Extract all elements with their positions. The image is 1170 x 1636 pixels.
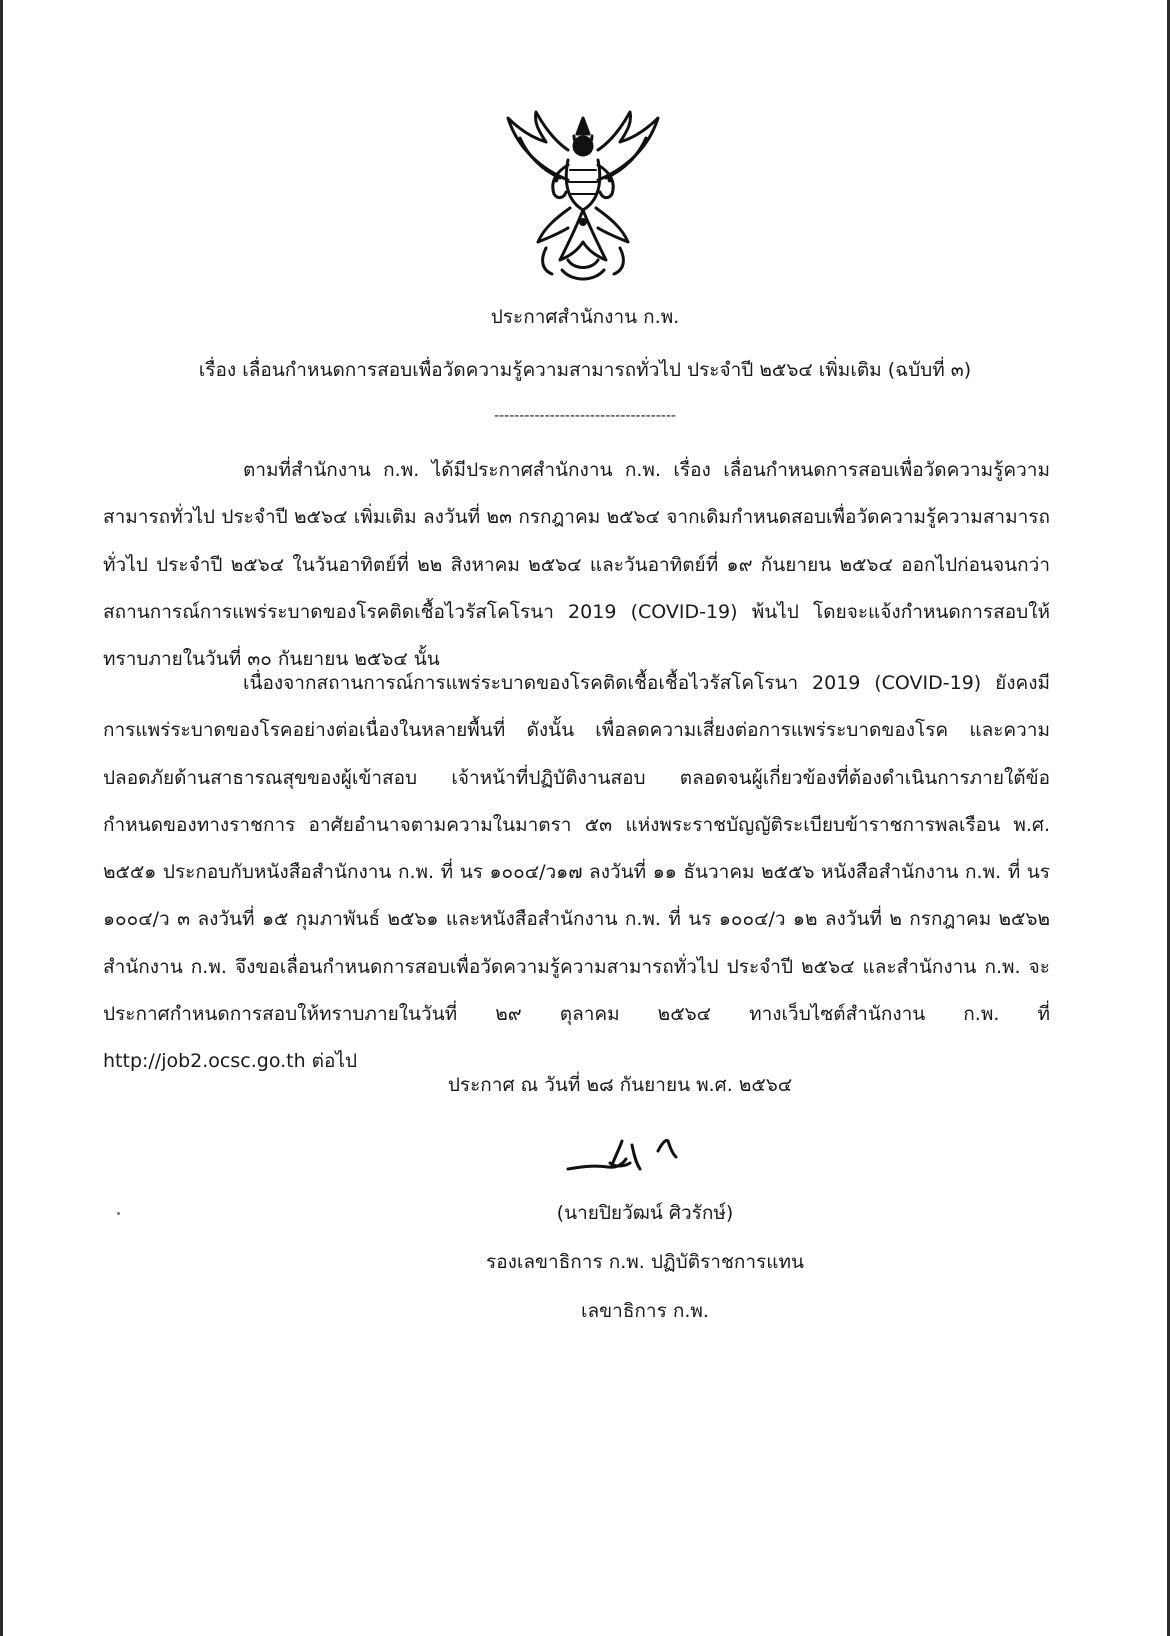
- signatory-position: รองเลขาธิการ ก.พ. ปฏิบัติราชการแทน: [486, 1251, 804, 1273]
- announcement-date: ประกาศ ณ วันที่ ๒๘ กันยายน พ.ศ. ๒๕๖๔: [447, 1074, 793, 1096]
- garuda-emblem-icon: [498, 110, 668, 285]
- body-paragraph-1: [103, 447, 1050, 683]
- signatory-name: (นายปิยวัฒน์ ศิวรักษ์): [556, 1202, 734, 1224]
- paragraph-1-text: ตามที่สำนักงาน ก.พ. ได้มีประกาศสำนักงาน ก.พ. เรื่อง เลื่อนกำหนดการสอบเพื่อวัดความรู้ความสามารถทั่วไป ประจำปี ๒๕๖๔ เพิ่มเติม ลงวันที่ ๒๓ กรกฎาคม ๒๕๖๔ จากเดิมกำหนดสอบเพื่อวัดความรู้ความสามารถทั่วไป ประจำปี ๒๕๖๔ ในวันอาทิตย์ที่ ๒๒ สิงหาคม ๒๕๖๔ และวันอาทิตย์ที่ ๑๙ กันยายน ๒๕๖๔ ออกไปก่อนจนกว่าสถานการณ์การแพร่ระบาดของโรคติดเชื้อไวรัสโคโรนา 2019 (COVID-19) พ้นไป โดยจะแจ้งกำหนดการสอบให้ทราบภายในวันที่ ๓๐ กันยายน ๒๕๖๔ นั้น: [103, 459, 1050, 671]
- signatory-office: เลขาธิการ ก.พ.: [581, 1300, 709, 1322]
- body-paragraph-2: [103, 660, 1050, 1086]
- scan-edge-left: [0, 0, 3, 1636]
- divider-line: ------------------------------------: [494, 408, 676, 424]
- handwritten-signature: [560, 1125, 720, 1185]
- paragraph-2-text: เนื่องจากสถานการณ์การแพร่ระบาดของโรคติดเชื้อเชื้อไวรัสโคโรนา 2019 (COVID-19) ยังคงมีการแพร่ระบาดของโรคอย่างต่อเนื่องในหลายพื้นที่ ดังนั้น เพื่อลดความเสี่ยงต่อการแพร่ระบาดของโรค และความปลอดภัยด้านสาธารณสุขของผู้เข้าสอบ เจ้าหน้าที่ปฏิบัติงานสอบ ตลอดจนผู้เกี่ยวข้องที่ต้องดำเนินการภายใต้ข้อกำหนดของทางราชการ อาศัยอำนาจตามความในมาตรา ๕๓ แห่งพระราชบัญญัติระเบียบข้าราชการพลเรือน พ.ศ. ๒๕๕๑ ประกอบกับหนังสือสำนักงาน ก.พ. ที่ นร ๑๐๐๔/ว๑๗ ลงวันที่ ๑๑ ธันวาคม ๒๕๕๖ หนังสือสำนักงาน ก.พ. ที่ นร ๑๐๐๔/ว ๓ ลงวันที่ ๑๕ กุมภาพันธ์ ๒๕๖๑ และหนังสือสำนักงาน ก.พ. ที่ นร ๑๐๐๔/ว ๑๒ ลงวันที่ ๒ กรกฎาคม ๒๕๖๒ สำนักงาน ก.พ. จึงขอเลื่อนกำหนดการสอบเพื่อวัดความรู้ความสามารถทั่วไป ประจำปี ๒๕๖๔ และสำนักงาน ก.พ. จะประกาศกำหนดการสอบให้ทราบภายในวันที่ ๒๙ ตุลาคม ๒๕๖๔ ทางเว็บไซต์สำนักงาน ก.พ. ที่ http://job2.ocsc.go.th ต่อไป: [103, 672, 1050, 1073]
- announcement-subject: เรื่อง เลื่อนกำหนดการสอบเพื่อวัดความรู้ความสามารถทั่วไป ประจำปี ๒๕๖๔ เพิ่มเติม (ฉบับที่ ๓): [198, 359, 972, 381]
- announcement-title: ประกาศสำนักงาน ก.พ.: [490, 306, 680, 328]
